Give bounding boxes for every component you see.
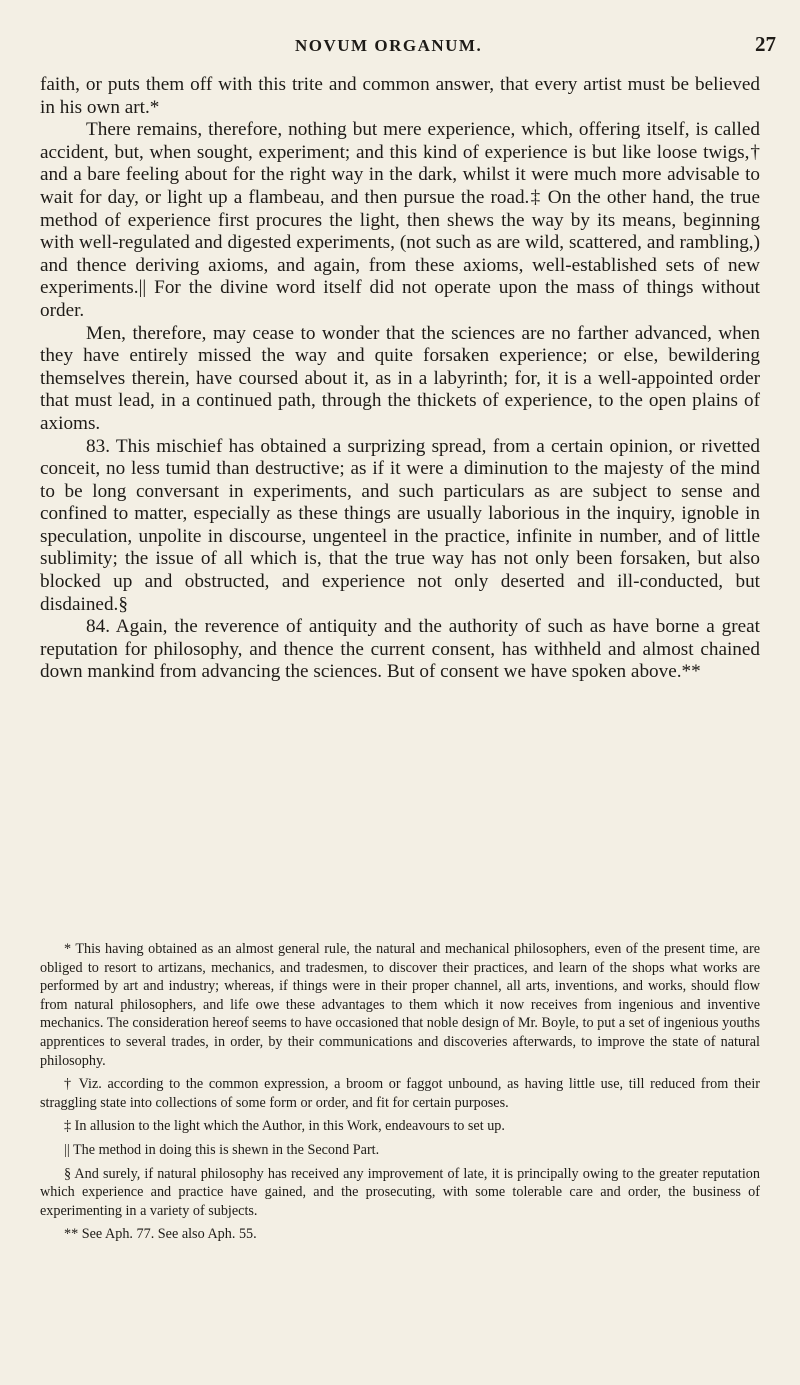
footnote-section: § And surely, if natural philosophy has received any improvement of late, it is principally owing to the greater reputation which experience and practice have gained, and the prosecuting, with some tolerable care and order, the business of experimenting in a variety of subjects. xyxy=(40,1165,760,1219)
footnote-double-dagger: ‡ In allusion to the light which the Author, in this Work, endeavours to set up. xyxy=(64,1118,505,1135)
footnote-dagger: † Viz. according to the common expression, a broom or faggot unbound, as having little use, till reduced from their straggling state into collections of some form or order, and fit for certain purposes. xyxy=(40,1076,760,1111)
running-title: NOVUM ORGANUM. xyxy=(295,36,483,55)
footnote-parallel: || The method in doing this is shewn in the Second Part. xyxy=(64,1141,380,1158)
page-number: 27 xyxy=(755,32,776,56)
paragraph-men-cease: Men, therefore, may cease to wonder that the sciences are no farther advanced, when they have entirely missed the way and quite forsaken experience; or else, bewildering themselves therein, have coursed about it, as in a labyrinth; for, it is a well-appointed order that must lead, in a continued path, through the thickets of experience, to the open plains of axioms. xyxy=(40,322,760,434)
aphorism-84: 84. Again, the reverence of antiquity and the authority of such as have borne a great reputation for philosophy, and thence the current consent, has withheld and almost chained down mankind from advancing the sciences. But of consent we have spoken above.** xyxy=(40,616,760,683)
footnote-asterisk: * This having obtained as an almost general rule, the natural and mechanical philosophers, even of the present time, are obliged to resort to artizans, mechanics, and tradesmen, to discover their practices, and learn of the shops what works are performed by art and industry; whereas, if things were in their proper channel, all arts, inventions, and works, should flow from natural philosophers, and life owe these advantages to them which it now receives from ingenious and inventive mechanics. The consideration hereof seems to have occasioned that noble design of Mr. Boyle, to put a set of ingenious youths apprentices to several trades, in order, by their communications and discoveries afterwards, to improve the state of natural philosophy. xyxy=(40,941,760,1069)
footnote-double-asterisk: ** See Aph. 77. See also Aph. 55. xyxy=(64,1226,257,1243)
body-text xyxy=(40,74,760,684)
paragraph-experience: There remains, therefore, nothing but mere experience, which, offering itself, is called accident, but, when sought, experiment; and this kind of experience is but like loose twigs,† and a bare feeling about for the right way in the dark, whilst it were much more advisable to wait for day, or light up a flambeau, and then pursue the road.‡ On the other hand, the true method of experience first procures the light, then shews the way by its means, beginning with well-regulated and digested experiments, (not such as are wild, scattered, and rambling,) and thence deriving axioms, and again, from these axioms, well-established sets of new experiments.|| For the divine word itself did not operate upon the mass of things without order. xyxy=(40,119,760,321)
aphorism-83: 83. This mischief has obtained a surprizing spread, from a certain opinion, or rivetted conceit, no less tumid than destructive; as if it were a diminution to the majesty of the mind to be long conversant in experiments, and such particulars as are subject to sense and confined to matter, especially as these things are usually laborious in the inquiry, ignoble in speculation, unpolite in discourse, ungenteel in the practice, infinite in number, and of little sublimity; the issue of all which is, that the true way has not only been forsaken, but also blocked up and obstructed, and experience not only deserted and ill-conducted, but disdained.§ xyxy=(40,435,760,615)
paragraph-continued: faith, or puts them off with this trite and common answer, that every artist must be believed in his own art.* xyxy=(40,74,760,118)
footnotes xyxy=(40,940,760,1249)
running-head xyxy=(0,32,800,66)
